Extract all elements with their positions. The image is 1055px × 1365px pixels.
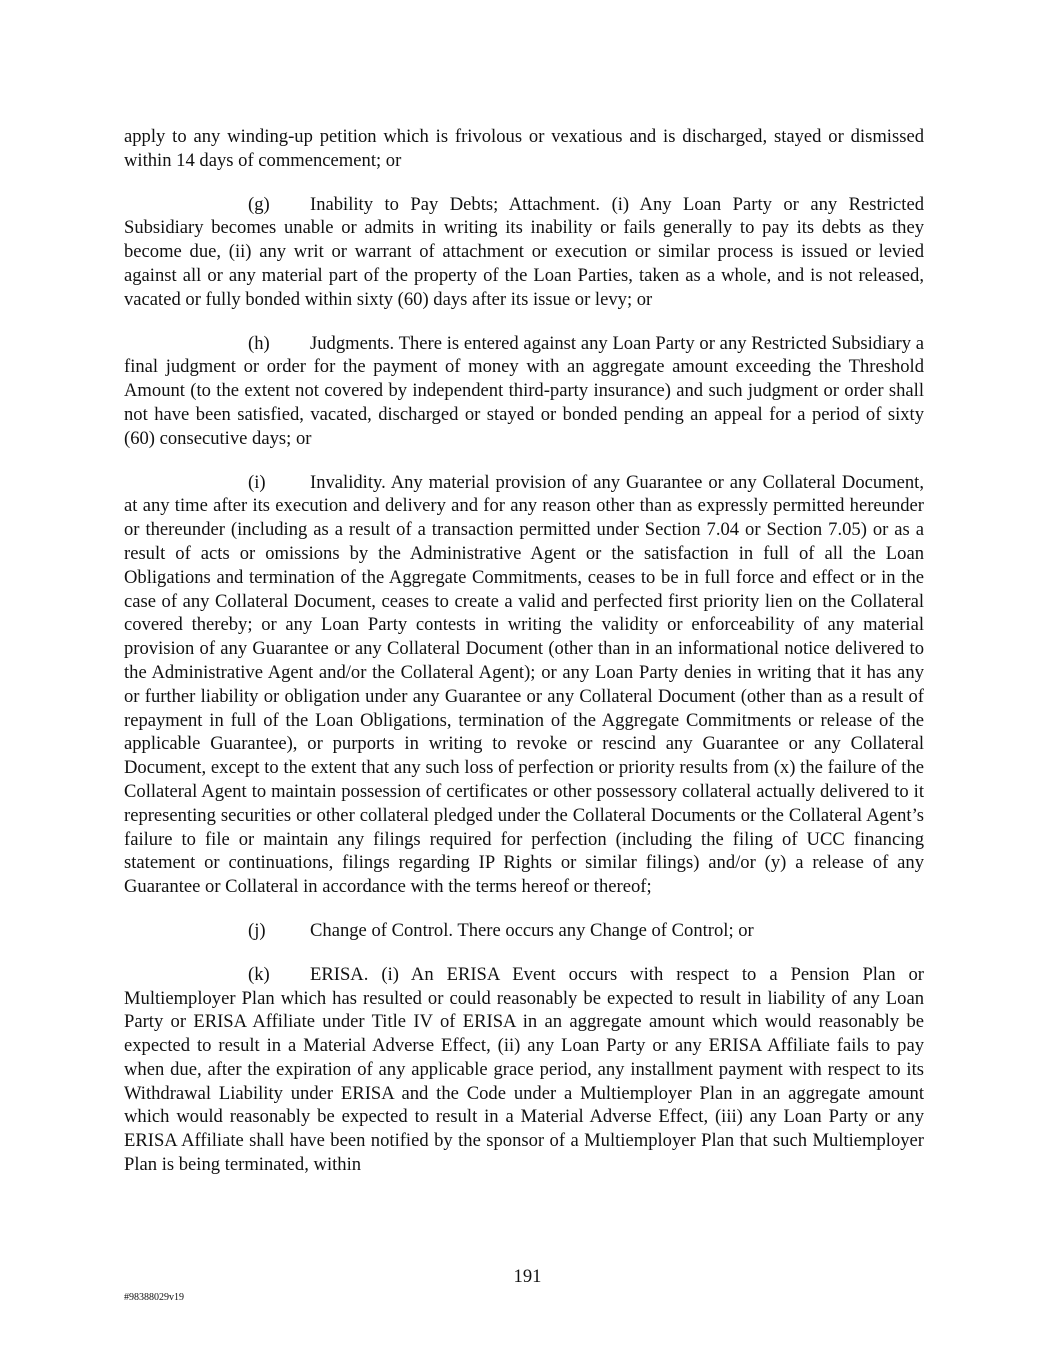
section-heading: Judgments. <box>310 332 395 354</box>
section-text: (i) Any Loan Party or any Restricted Subsidiary becomes unable or admits in writing its inability or fails generally to pay its debts as they become due, (ii) any writ or warrant of attachment or execution or similar process is issued or levied against all or any material part of the property of the Loan Parties, taken as a whole, and is not released, vacated or fully bonded within sixty (60) days after its issue or levy; or <box>124 193 925 310</box>
section-g <box>124 193 924 312</box>
section-marker: (j) <box>248 919 266 941</box>
document-id: #98388029v19 <box>124 1292 184 1303</box>
section-heading: Inability to Pay Debts; Attachment. <box>310 193 601 215</box>
section-text: There is entered against any Loan Party or any Restricted Subsidiary a final judgment or order for the payment of money with an aggregate amount exceeding the Threshold Amount (to the extent not covered by independent third-party insurance) and such judgment or order shall not have been satisfied, vacated, discharged or stayed or bonded pending an appeal for a period of sixty (60) consecutive days; or <box>124 332 925 449</box>
section-heading: Change of Control. <box>310 919 454 941</box>
continuation-paragraph: apply to any winding-up petition which is frivolous or vexatious and is discharged, stayed or dismissed within 14 days of commencement; or <box>124 126 924 171</box>
section-marker: (h) <box>248 332 270 354</box>
section-marker: (i) <box>248 471 266 493</box>
section-k <box>124 963 924 1177</box>
section-text: (i) An ERISA Event occurs with respect to a Pension Plan or Multiemployer Plan which has resulted or could reasonably be expected to result in liability of any Loan Party or ERISA Affiliate under Title IV of ERISA in an aggregate amount which would reasonably be expected to result in a Material Adverse Effect, (ii) any Loan Party or any ERISA Affiliate fails to pay when due, after the expiration of any applicable grace period, any installment payment with respect to its Withdrawal Liability under ERISA and the Code under a Multiemployer Plan in an aggregate amount which would reasonably be expected to result in a Material Adverse Effect, (iii) any Loan Party or any ERISA Affiliate shall have been notified by the sponsor of a Multiemployer Plan that such Multiemployer Plan is being terminated, within <box>124 963 924 1176</box>
page-number: 191 <box>513 1266 542 1287</box>
section-heading: Invalidity. <box>310 471 386 493</box>
section-marker: (k) <box>248 963 270 985</box>
section-text: There occurs any Change of Control; or <box>457 919 754 941</box>
section-text: Any material provision of any Guarantee or any Collateral Document, at any time after its execution and delivery and for any reason other than as expressly permitted hereunder or thereunder (including as a result of a transaction permitted under Section 7.04 or Section 7.05) or as a result of acts or omissions by the Administrative Agent or the satisfaction in full of all the Loan Obligations and termination of the Aggregate Commitments, ceases to be in full force and effect or in the case of any Collateral Document, ceases to create a valid and perfected first priority lien on the Collateral covered thereby; or any Loan Party contests in writing the validity or enforceability of any material provision of any Guarantee or any Collateral Document (other than in an informational notice delivered to the Administrative Agent and/or the Collateral Agent); or any Loan Party denies in writing that it has any or further liability or obligation under any Guarantee or any Collateral Document (other than as a result of repayment in full of the Loan Obligations, termination of the Aggregate Commitments or release of the applicable Guarantee), or purports in writing to revoke or rescind any Guarantee or any Collateral Document, except to the extent that any such loss of perfection or priority results from (x) the failure of the Collateral Agent to maintain possession of certificates or other possessory collateral actually delivered to it representing securities or other collateral pledged under the Collateral Documents or the Collateral Agent’s failure to file or maintain any filings required for perfection (including the filing of UCC financing statement or continuations, filings regarding IP Rights or similar filings) and/or (y) a release of any Guarantee or Collateral in accordance with the terms hereof or thereof; <box>124 471 924 898</box>
document-body <box>124 125 924 1177</box>
section-h <box>124 332 924 451</box>
section-heading: ERISA. <box>310 963 369 985</box>
section-marker: (g) <box>248 193 270 215</box>
section-i <box>124 471 924 899</box>
section-j <box>124 919 924 943</box>
